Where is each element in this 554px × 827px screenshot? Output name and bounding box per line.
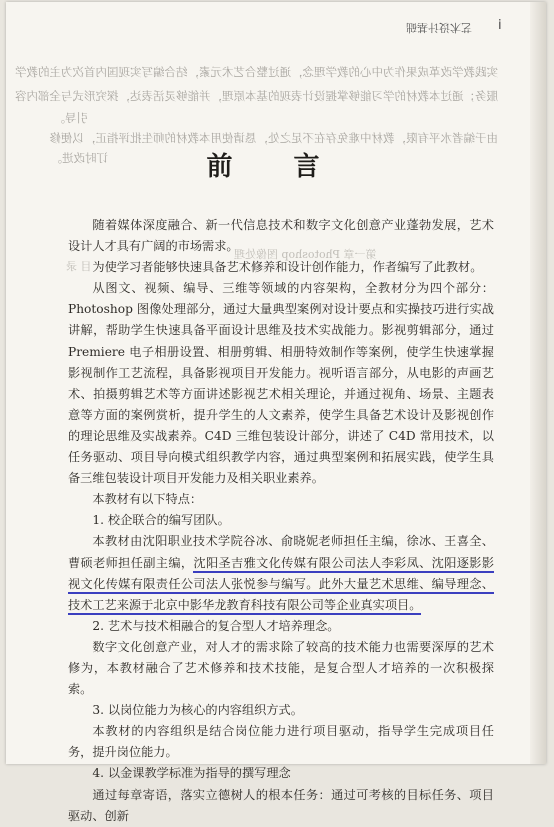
bleed-through-line: 由于编者水平有限，教材中难免存在不足之处，恳请使用本教材的师生批评指正，以便修	[49, 131, 498, 145]
paragraph: 为使学习者能够快速具备艺术修养和设计创作能力，作者编写了此教材。	[92, 260, 483, 275]
bleed-through-chapter: 第一章 Photoshop 图像处理	[234, 248, 377, 261]
paragraph: 通过每章寄语，落实立德树人的根本任务：通过可考核的目标任务、项目驱动、创新	[68, 787, 494, 823]
bleed-through-line: 服务；通过本教材的学习能够掌握设计表现的基本原理，并能够灵活表达，探究形式与全部内容	[15, 89, 498, 103]
paragraph: 本教材的内容组织是结合岗位能力进行项目驱动，指导学生完成项目任务，提升岗位能力。	[68, 724, 494, 760]
underlined-text: 沈阳圣吉雅文化传媒有限公司法人李彩凤、沈阳逐影影视文化传媒有限责任公司法人张悦参与编写。此外大量艺术思维、编导理念、技术工艺来源于北京中影华龙教育科技有限公司等企业真实项目。	[68, 556, 494, 615]
paragraph: 从图文、视频、编导、三维等领域的内容架构，全教材分为四个部分：Photoshop 图像处理部分，通过大量典型案例对设计要点和实操技巧进行实战讲解，帮助学生快速具备平面设计思维及技术实战能力。影视剪辑部分，通过 Premiere 电子相册设置、相册剪辑、相册特效制作等案例，使学生快速掌握影视制作工艺流程，具备影视项目开发能力。视听语言部分，从电影的声画艺术、拍摄剪辑艺术等方面讲述影视艺术相关理论，并通过视角、场景、主题表意等方面的案例赏析，提升学生的人文素养，使学生具备艺术设计及影视创作的理论思维及实战素养。C4D 三维包装设计部分，讲述了 C4D 常用技术，以任务驱动、项目导向模式组织教学内容，通过典型案例和拓展实践，使学生具备三维包装设计项目开发能力及相关职业素养。	[68, 281, 494, 486]
book-page	[6, 2, 546, 823]
bleed-through-line: 实践教学改革成果作为中心的教学理念，通过整合艺术元素，结合编写实现国内首次为主的教学	[15, 65, 498, 79]
feature-heading: 4. 以金课教学标准为指导的撰写理念	[92, 766, 291, 781]
bleed-through-line: 引导。	[53, 111, 88, 125]
preface-body	[68, 215, 494, 827]
paragraph-text: 本教材由沈阳职业技术学院谷冰、俞晓妮老师担任主编，徐冰、王喜全、曹硕老师担任副主编，	[68, 534, 494, 570]
page-title: 前 言	[206, 152, 346, 182]
bleed-through-line: 订时改进。	[50, 151, 108, 165]
paragraph: 随着媒体深度融合、新一代信息技术和数字文化创意产业蓬勃发展，艺术设计人才具有广阔的市场需求。	[68, 218, 494, 254]
page-number: i	[498, 18, 502, 33]
bleed-through-toc: 目 录	[66, 260, 92, 273]
paragraph: 本教材有以下特点：	[92, 492, 203, 507]
page-edge-shadow	[530, 2, 546, 764]
feature-heading: 2. 艺术与技术相融合的复合型人才培养理念。	[92, 618, 340, 633]
feature-heading: 1. 校企联合的编写团队。	[92, 513, 230, 528]
feature-heading: 3. 以岗位能力为核心的内容组织方式。	[92, 703, 303, 718]
paragraph	[68, 531, 494, 615]
paragraph: 数字文化创意产业，对人才的需求除了较高的技术能力也需要深厚的艺术修为，本教材融合了艺术修养和技术技能，是复合型人才培养的一次积极探索。	[68, 639, 494, 697]
running-head: 艺术设计基础	[406, 21, 472, 34]
